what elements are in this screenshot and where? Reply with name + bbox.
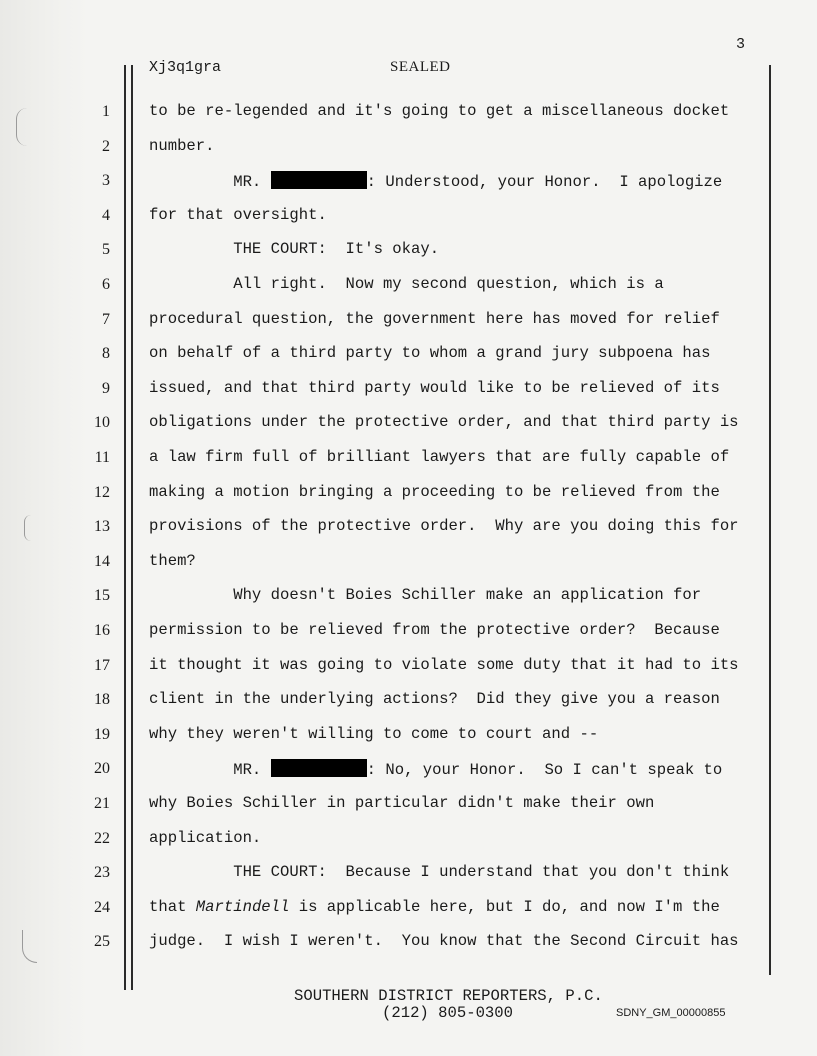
redaction-bar xyxy=(271,759,367,777)
line-segment: application. xyxy=(149,828,262,847)
line-segment: provisions of the protective order. Why are you doing this for xyxy=(149,517,739,536)
transcript-line xyxy=(149,413,739,431)
transcript-code: Xj3q1gra xyxy=(149,59,222,76)
transcript-line xyxy=(149,863,729,881)
line-segment: : Understood, your Honor. I apologize xyxy=(366,173,723,192)
line-segment: procedural question, the government here has moved for relief xyxy=(149,309,720,328)
transcript-line xyxy=(149,656,739,674)
line-segment: judge. I wish I weren't. You know that the Second Circuit has xyxy=(149,932,739,951)
line-number: 23 xyxy=(94,864,110,882)
transcript-line xyxy=(149,448,729,466)
line-number: 3 xyxy=(102,172,110,190)
line-number: 11 xyxy=(94,449,110,466)
transcript-line xyxy=(149,310,720,328)
line-segment: for that oversight. xyxy=(149,205,327,224)
transcript-line xyxy=(149,932,739,950)
transcript-line xyxy=(149,552,196,570)
transcript-line xyxy=(149,725,598,743)
sealed-label: SEALED xyxy=(390,59,451,75)
transcript-line xyxy=(149,621,720,639)
scan-edge-mark xyxy=(16,108,27,146)
line-segment: why Boies Schiller in particular didn't make their own xyxy=(149,794,655,812)
line-number: 22 xyxy=(94,829,110,847)
left-margin-rule xyxy=(131,65,133,990)
line-segment: that xyxy=(149,897,196,916)
transcript-line xyxy=(149,759,722,779)
line-segment: a law firm full of brilliant lawyers that are fully capable of xyxy=(149,448,730,466)
line-number: 20 xyxy=(94,760,110,778)
page-number: 3 xyxy=(736,36,746,53)
scan-edge-mark xyxy=(24,515,31,541)
line-segment: is applicable here, but I do, and now I'm the xyxy=(289,897,720,916)
line-number: 8 xyxy=(102,345,110,363)
transcript-line xyxy=(149,344,710,362)
line-segment: why they weren't willing to come to court and -- xyxy=(149,724,599,743)
line-segment: on behalf of a third party to whom a grand jury subpoena has xyxy=(149,344,711,363)
line-number: 15 xyxy=(94,587,110,605)
line-segment: to be re-legended and it's going to get a miscellaneous docket xyxy=(149,102,730,120)
transcript-line xyxy=(149,275,664,293)
transcript-line xyxy=(149,794,654,812)
line-segment: making a motion bringing a proceeding to be relieved from the xyxy=(149,482,720,501)
transcript-line xyxy=(149,483,720,501)
left-margin-rule xyxy=(124,65,126,990)
line-number: 19 xyxy=(94,725,110,743)
line-number: 17 xyxy=(94,656,110,674)
line-segment: Why doesn't Boies Schiller make an application for xyxy=(149,586,702,605)
redaction-bar xyxy=(271,171,367,189)
line-segment: MR. xyxy=(149,173,271,192)
line-number: 2 xyxy=(102,137,110,155)
transcript-line xyxy=(149,898,720,916)
line-segment: All right. Now my second question, which is a xyxy=(149,275,664,293)
line-segment: obligations under the protective order, and that third party is xyxy=(149,413,739,432)
line-number: 4 xyxy=(102,206,110,224)
line-number: 12 xyxy=(94,483,110,501)
line-segment: them? xyxy=(149,551,196,570)
transcript-line xyxy=(149,240,439,258)
line-number: 10 xyxy=(94,414,110,432)
line-number: 5 xyxy=(102,241,110,259)
line-segment: client in the underlying actions? Did they give you a reason xyxy=(149,690,720,709)
reporter-firm: SOUTHERN DISTRICT REPORTERS, P.C. xyxy=(294,987,603,1005)
bates-number: SDNY_GM_00000855 xyxy=(616,1007,726,1019)
line-segment: THE COURT: It's okay. xyxy=(149,240,440,259)
transcript-line xyxy=(149,829,261,847)
line-number: 21 xyxy=(94,795,110,812)
transcript-line xyxy=(149,690,720,708)
line-segment: MR. xyxy=(149,761,271,780)
transcript-line xyxy=(149,379,720,397)
transcript-line xyxy=(149,586,701,604)
line-segment: THE COURT: Because I understand that you don't think xyxy=(149,863,730,882)
transcript-line xyxy=(149,171,722,191)
line-number: 7 xyxy=(102,310,110,328)
line-number: 1 xyxy=(102,103,110,120)
line-number: 25 xyxy=(94,933,110,951)
line-number: 16 xyxy=(94,622,110,639)
scan-margin-shading xyxy=(0,0,90,1056)
transcript-line xyxy=(149,102,729,120)
line-segment: : No, your Honor. So I can't speak to xyxy=(366,761,723,780)
line-number: 13 xyxy=(94,518,110,536)
line-number: 6 xyxy=(102,276,110,293)
line-segment: issued, and that third party would like to be relieved of its xyxy=(149,378,720,397)
reporter-phone: (212) 805-0300 xyxy=(382,1004,514,1022)
line-number: 9 xyxy=(102,379,110,397)
case-name: Martindell xyxy=(195,897,290,916)
line-number: 18 xyxy=(94,691,110,709)
line-number: 24 xyxy=(94,898,110,916)
line-segment: it thought it was going to violate some duty that it had to its xyxy=(149,655,739,674)
line-segment: number. xyxy=(149,136,215,155)
line-number: 14 xyxy=(94,552,110,570)
line-segment: permission to be relieved from the protective order? Because xyxy=(149,621,720,639)
right-margin-rule xyxy=(769,65,771,975)
transcript-line xyxy=(149,206,327,224)
transcript-line xyxy=(149,137,215,155)
transcript-line xyxy=(149,517,739,535)
